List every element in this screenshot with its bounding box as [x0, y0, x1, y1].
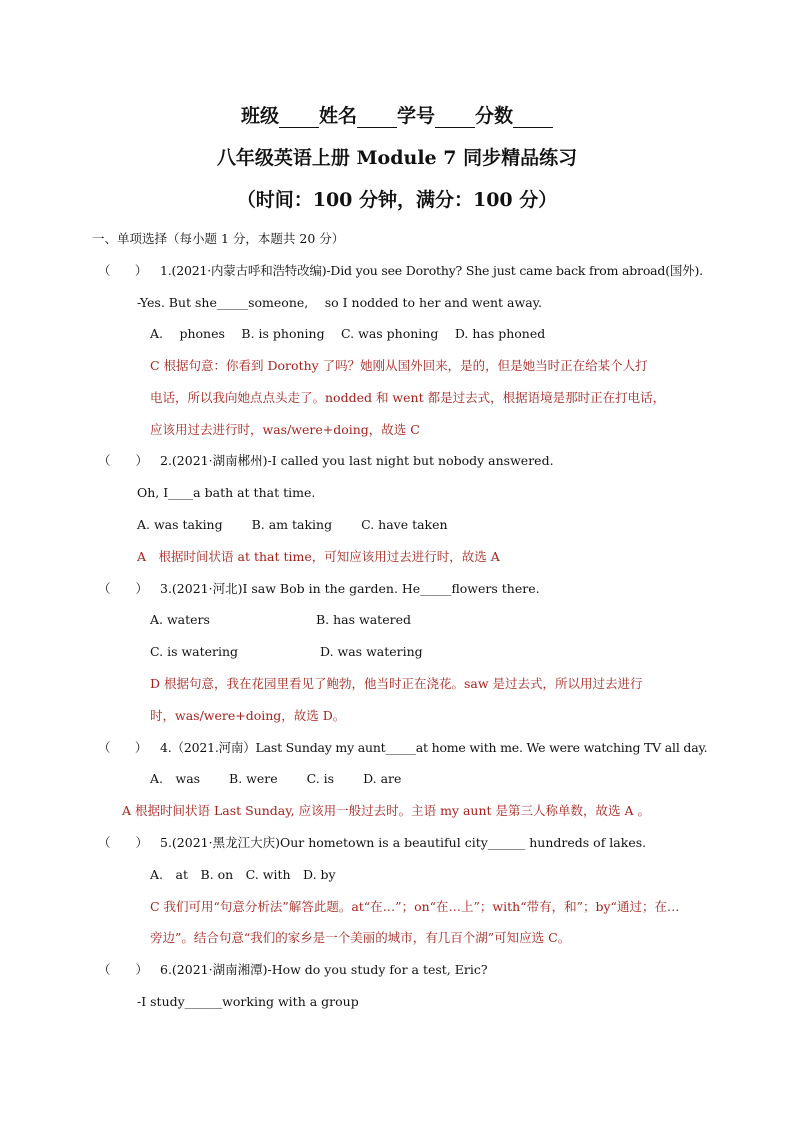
question-2-options: A. was taking B. am taking C. have taken [137, 517, 448, 532]
question-stem: 5.(2021·黑龙江大庆)Our hometown is a beautiful city______ hundreds of lakes. [160, 835, 647, 850]
section-title: 一、单项选择（每小题 1 分，本题共 20 分） [92, 231, 345, 246]
question-4 [98, 740, 707, 756]
question-stem: 1.(2021·内蒙古呼和浩特改编)-Did you see Dorothy? She just came back from abroad(国外). [160, 263, 703, 278]
question-2-answer-line: A 根据时间状语 at that time，可知应该用过去进行时，故选 A [137, 549, 500, 564]
question-1-answer-line: C 根据句意：你看到 Dorothy 了吗？她刚从国外回来，是的，但是她当时正在给某个人打 [150, 358, 648, 373]
class-blank[interactable] [279, 110, 319, 128]
answer-paren[interactable]: （ ） [98, 962, 149, 977]
question-4-options: A. was B. were C. is D. are [150, 771, 402, 786]
question-3-answer-line: D 根据句意，我在花园里看见了鲍勃，他当时正在浇花。saw 是过去式，所以用过去进行 [150, 676, 643, 691]
answer-paren[interactable]: （ ） [98, 263, 148, 278]
answer-paren[interactable]: （ ） [98, 835, 149, 850]
question-4-answer-line: A 根据时间状语 Last Sunday, 应该用一般过去时。主语 my aunt 是第三人称单数，故选 A 。 [122, 803, 650, 818]
answer-paren[interactable]: （ ） [98, 453, 149, 468]
question-3-option-a: A. waters [150, 612, 210, 627]
score-blank[interactable] [513, 110, 553, 128]
question-6-line2: -I study______working with a group [137, 994, 359, 1009]
question-3-answer-line: 时，was/were+doing，故选 D。 [150, 708, 346, 723]
question-stem: 2.(2021·湖南郴州)-I called you last night but nobody answered. [160, 453, 554, 468]
question-5-answer-line: C 我们可用“句意分析法”解答此题。at“在…”；on“在…上”；with“带有，和”；by“通过；在… [150, 899, 680, 914]
name-blank[interactable] [357, 110, 397, 128]
student-info-line [0, 104, 794, 128]
question-3-option-d: D. was watering [320, 644, 423, 659]
question-2-line2: Oh, I____a bath at that time. [137, 485, 316, 500]
question-1 [98, 263, 703, 279]
question-5 [98, 835, 646, 851]
question-stem: 6.(2021·湖南湘潭)-How do you study for a test, Eric? [160, 962, 488, 977]
worksheet-title: 八年级英语上册 Module 7 同步精品练习 [216, 147, 578, 169]
question-1-line2: -Yes. But she_____someone, so I nodded to her and went away. [137, 295, 543, 310]
question-stem: 4.（2021.河南）Last Sunday my aunt_____at home with me. We were watching TV all day. [160, 740, 708, 755]
question-5-answer-line: 旁边”。结合句意“我们的家乡是一个美丽的城市，有几百个湖”可知应选 C。 [150, 930, 571, 945]
name-label: 姓名 [318, 105, 357, 127]
score-label: 分数 [475, 105, 514, 127]
answer-paren[interactable]: （ ） [98, 581, 149, 596]
question-3 [98, 581, 540, 597]
time-info: （时间：100 分钟，满分：100 分） [236, 189, 558, 211]
class-label: 班级 [240, 105, 279, 127]
answer-paren[interactable]: （ ） [98, 740, 148, 755]
question-1-answer-line: 应该用过去进行时，was/were+doing，故选 C [150, 422, 420, 437]
id-blank[interactable] [435, 110, 475, 128]
question-1-options: A. phones B. is phoning C. was phoning D. has phoned [150, 326, 546, 341]
question-6 [98, 962, 488, 978]
question-1-answer-line: 电话，所以我向她点点头走了。nodded 和 went 都是过去式，根据语境是那时正在打电话， [150, 390, 666, 405]
id-label: 学号 [397, 105, 436, 127]
question-stem: 3.(2021·河北)I saw Bob in the garden. He_____flowers there. [160, 581, 540, 596]
question-2 [98, 453, 554, 469]
question-3-option-c: C. is watering [150, 644, 239, 659]
question-3-option-b: B. has watered [316, 612, 411, 627]
question-5-options: A. at B. on C. with D. by [150, 867, 336, 882]
